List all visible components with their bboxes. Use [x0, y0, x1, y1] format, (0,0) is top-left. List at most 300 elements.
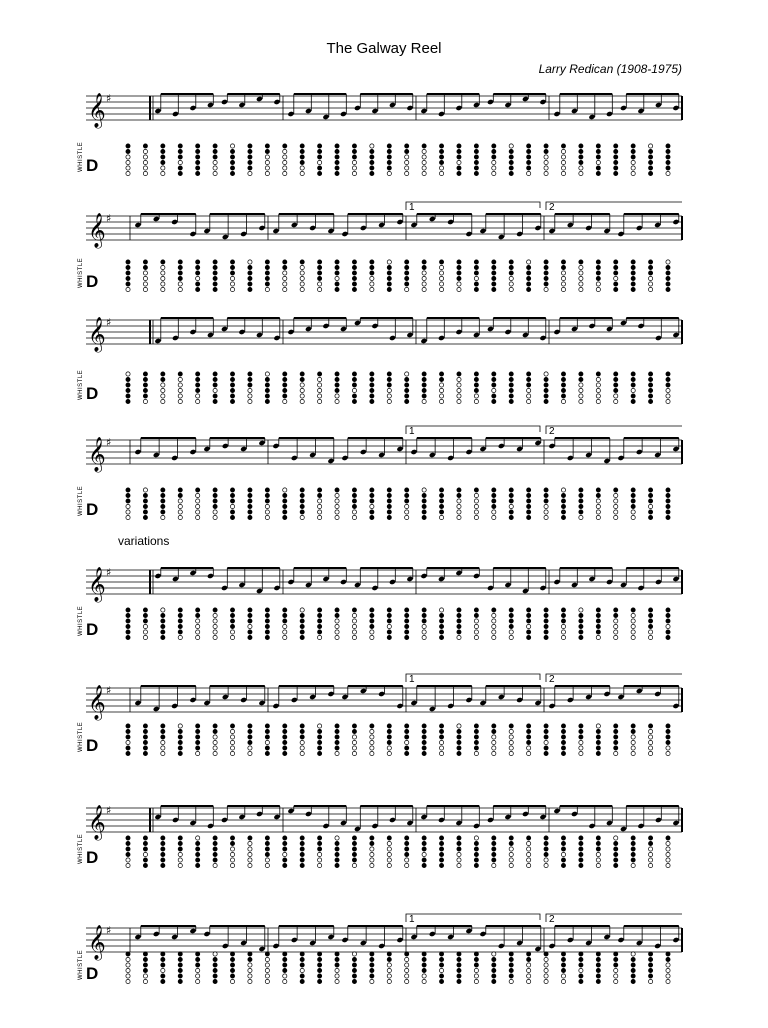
finger-hole-icon [596, 504, 600, 508]
finger-hole-icon [492, 847, 496, 851]
finger-hole-icon [196, 751, 200, 755]
finger-hole-icon [474, 957, 478, 961]
finger-hole-icon [230, 166, 234, 170]
finger-hole-icon [213, 276, 217, 280]
finger-hole-icon [648, 488, 652, 492]
finger-hole-icon [509, 624, 513, 628]
finger-hole-icon [527, 510, 531, 514]
finger-hole-icon [213, 619, 217, 623]
finger-hole-icon [631, 630, 635, 634]
finger-hole-icon [527, 952, 531, 956]
finger-hole-icon [352, 504, 356, 508]
finger-hole-icon [509, 171, 513, 175]
finger-hole-icon [265, 858, 269, 862]
finger-hole-icon [126, 836, 130, 840]
finger-hole-icon [335, 957, 339, 961]
finger-hole-icon [196, 166, 200, 170]
finger-hole-icon [318, 149, 322, 153]
finger-hole-icon [405, 968, 409, 972]
treble-clef-icon: 𝄞 [88, 567, 106, 602]
finger-hole-icon [196, 729, 200, 733]
finger-hole-icon [213, 852, 217, 856]
finger-hole-icon [439, 388, 443, 392]
finger-hole-icon [178, 493, 182, 497]
finger-hole-icon [335, 724, 339, 728]
finger-hole-icon [370, 282, 374, 286]
finger-hole-icon [335, 852, 339, 856]
finger-hole-icon [213, 740, 217, 744]
finger-hole-icon [422, 155, 426, 159]
finger-hole-icon [318, 166, 322, 170]
finger-hole-icon [648, 287, 652, 291]
finger-hole-icon [248, 613, 252, 617]
finger-hole-icon [405, 399, 409, 403]
finger-hole-icon [666, 166, 670, 170]
finger-hole-icon [579, 968, 583, 972]
finger-hole-icon [318, 144, 322, 148]
finger-hole-icon [300, 735, 304, 739]
finger-hole-icon [126, 171, 130, 175]
finger-hole-icon [265, 746, 269, 750]
finger-hole-icon [230, 510, 234, 514]
finger-hole-icon [143, 160, 147, 164]
treble-clef-icon: 𝄞 [88, 925, 106, 960]
finger-hole-icon [439, 282, 443, 286]
finger-hole-icon [143, 271, 147, 275]
finger-hole-icon [666, 260, 670, 264]
finger-hole-icon [335, 836, 339, 840]
finger-hole-icon [527, 974, 531, 978]
finger-hole-icon [230, 729, 234, 733]
finger-hole-icon [457, 287, 461, 291]
finger-hole-icon [248, 952, 252, 956]
finger-hole-icon [405, 979, 409, 983]
finger-hole-icon [666, 746, 670, 750]
finger-hole-icon [439, 493, 443, 497]
finger-hole-icon [265, 287, 269, 291]
finger-hole-icon [126, 160, 130, 164]
finger-hole-icon [352, 372, 356, 376]
finger-hole-icon [579, 836, 583, 840]
finger-hole-icon [196, 260, 200, 264]
finger-hole-icon [126, 504, 130, 508]
finger-hole-icon [579, 724, 583, 728]
finger-hole-icon [474, 751, 478, 755]
finger-hole-icon [474, 630, 478, 634]
finger-hole-icon [614, 504, 618, 508]
finger-hole-icon [213, 735, 217, 739]
finger-hole-icon [509, 979, 513, 983]
finger-hole-icon [405, 499, 409, 503]
finger-hole-icon [666, 287, 670, 291]
finger-hole-icon [544, 858, 548, 862]
finger-hole-icon [614, 399, 618, 403]
key-signature-sharp-icon: ♯ [106, 924, 112, 937]
finger-hole-icon [561, 171, 565, 175]
whistle-fingering-row [0, 370, 768, 420]
finger-hole-icon [126, 271, 130, 275]
whistle-key-label: D [86, 156, 99, 175]
finger-hole-icon [527, 265, 531, 269]
finger-hole-icon [318, 399, 322, 403]
finger-hole-icon [196, 630, 200, 634]
finger-hole-icon [579, 952, 583, 956]
finger-hole-icon [439, 504, 443, 508]
finger-hole-icon [405, 963, 409, 967]
finger-hole-icon [143, 957, 147, 961]
finger-hole-icon [178, 735, 182, 739]
finger-hole-icon [335, 735, 339, 739]
finger-hole-icon [422, 510, 426, 514]
finger-hole-icon [230, 968, 234, 972]
finger-hole-icon [509, 852, 513, 856]
finger-hole-icon [474, 515, 478, 519]
finger-hole-icon [614, 613, 618, 617]
finger-hole-icon [631, 619, 635, 623]
finger-hole-icon [352, 952, 356, 956]
finger-hole-icon [527, 377, 531, 381]
finger-hole-icon [143, 383, 147, 387]
finger-hole-icon [666, 858, 670, 862]
variations-label: variations [118, 534, 170, 548]
finger-hole-icon [492, 160, 496, 164]
finger-hole-icon [579, 271, 583, 275]
finger-hole-icon [178, 963, 182, 967]
finger-hole-icon [631, 399, 635, 403]
finger-hole-icon [265, 624, 269, 628]
finger-hole-icon [178, 394, 182, 398]
finger-hole-icon [196, 979, 200, 983]
finger-hole-icon [283, 260, 287, 264]
finger-hole-icon [596, 963, 600, 967]
finger-hole-icon [631, 510, 635, 514]
finger-hole-icon [300, 836, 304, 840]
finger-hole-icon [596, 260, 600, 264]
finger-hole-icon [457, 974, 461, 978]
finger-hole-icon [143, 740, 147, 744]
finger-hole-icon [579, 746, 583, 750]
finger-hole-icon [596, 171, 600, 175]
treble-clef-icon: 𝄞 [88, 437, 106, 472]
finger-hole-icon [178, 847, 182, 851]
finger-hole-icon [126, 963, 130, 967]
finger-hole-icon [579, 858, 583, 862]
finger-hole-icon [161, 979, 165, 983]
finger-hole-icon [161, 858, 165, 862]
finger-hole-icon [283, 957, 287, 961]
finger-hole-icon [387, 751, 391, 755]
finger-hole-icon [544, 957, 548, 961]
finger-hole-icon [265, 841, 269, 845]
finger-hole-icon [439, 613, 443, 617]
finger-hole-icon [265, 510, 269, 514]
finger-hole-icon [492, 155, 496, 159]
finger-hole-icon [352, 149, 356, 153]
finger-hole-icon [666, 149, 670, 153]
finger-hole-icon [631, 608, 635, 612]
finger-hole-icon [509, 265, 513, 269]
finger-hole-icon [405, 282, 409, 286]
finger-hole-icon [370, 504, 374, 508]
finger-hole-icon [509, 383, 513, 387]
finger-hole-icon [648, 399, 652, 403]
finger-hole-icon [405, 841, 409, 845]
finger-hole-icon [335, 144, 339, 148]
finger-hole-icon [509, 287, 513, 291]
finger-hole-icon [457, 746, 461, 750]
finger-hole-icon [492, 863, 496, 867]
finger-hole-icon [370, 863, 374, 867]
finger-hole-icon [335, 383, 339, 387]
finger-hole-icon [509, 957, 513, 961]
finger-hole-icon [457, 836, 461, 840]
finger-hole-icon [544, 394, 548, 398]
finger-hole-icon [335, 504, 339, 508]
finger-hole-icon [561, 265, 565, 269]
finger-hole-icon [143, 858, 147, 862]
finger-hole-icon [439, 155, 443, 159]
finger-hole-icon [178, 852, 182, 856]
finger-hole-icon [579, 974, 583, 978]
finger-hole-icon [213, 515, 217, 519]
finger-hole-icon [335, 394, 339, 398]
finger-hole-icon [213, 271, 217, 275]
finger-hole-icon [648, 751, 652, 755]
finger-hole-icon [439, 399, 443, 403]
finger-hole-icon [666, 863, 670, 867]
finger-hole-icon [631, 852, 635, 856]
finger-hole-icon [387, 836, 391, 840]
finger-hole-icon [230, 852, 234, 856]
finger-hole-icon [178, 166, 182, 170]
finger-hole-icon [143, 852, 147, 856]
finger-hole-icon [161, 740, 165, 744]
finger-hole-icon [283, 265, 287, 269]
finger-hole-icon [509, 952, 513, 956]
finger-hole-icon [178, 282, 182, 286]
finger-hole-icon [474, 836, 478, 840]
finger-hole-icon [143, 751, 147, 755]
whistle-fingering-row [0, 142, 768, 192]
finger-hole-icon [405, 858, 409, 862]
finger-hole-icon [318, 963, 322, 967]
finger-hole-icon [335, 979, 339, 983]
finger-hole-icon [387, 608, 391, 612]
finger-hole-icon [561, 399, 565, 403]
finger-hole-icon [457, 372, 461, 376]
finger-hole-icon [492, 260, 496, 264]
finger-hole-icon [196, 276, 200, 280]
finger-hole-icon [457, 499, 461, 503]
finger-hole-icon [178, 488, 182, 492]
finger-hole-icon [666, 488, 670, 492]
finger-hole-icon [283, 847, 287, 851]
finger-hole-icon [230, 974, 234, 978]
finger-hole-icon [614, 383, 618, 387]
finger-hole-icon [527, 488, 531, 492]
finger-hole-icon [439, 271, 443, 275]
finger-hole-icon [178, 160, 182, 164]
finger-hole-icon [509, 619, 513, 623]
finger-hole-icon [631, 377, 635, 381]
finger-hole-icon [596, 952, 600, 956]
finger-hole-icon [265, 388, 269, 392]
finger-hole-icon [666, 841, 670, 845]
finger-hole-icon [457, 740, 461, 744]
finger-hole-icon [213, 383, 217, 387]
finger-hole-icon [509, 608, 513, 612]
finger-hole-icon [335, 493, 339, 497]
finger-hole-icon [596, 841, 600, 845]
finger-hole-icon [544, 963, 548, 967]
finger-hole-icon [230, 155, 234, 159]
finger-hole-icon [422, 863, 426, 867]
finger-hole-icon [196, 271, 200, 275]
finger-hole-icon [492, 166, 496, 170]
finger-hole-icon [387, 276, 391, 280]
finger-hole-icon [370, 751, 374, 755]
finger-hole-icon [318, 499, 322, 503]
finger-hole-icon [300, 515, 304, 519]
finger-hole-icon [161, 729, 165, 733]
finger-hole-icon [213, 952, 217, 956]
finger-hole-icon [143, 619, 147, 623]
finger-hole-icon [509, 388, 513, 392]
finger-hole-icon [265, 394, 269, 398]
finger-hole-icon [230, 399, 234, 403]
finger-hole-icon [161, 383, 165, 387]
finger-hole-icon [405, 863, 409, 867]
finger-hole-icon [387, 630, 391, 634]
finger-hole-icon [248, 394, 252, 398]
finger-hole-icon [405, 510, 409, 514]
finger-hole-icon [126, 635, 130, 639]
finger-hole-icon [300, 979, 304, 983]
finger-hole-icon [439, 260, 443, 264]
finger-hole-icon [143, 847, 147, 851]
finger-hole-icon [527, 260, 531, 264]
finger-hole-icon [422, 399, 426, 403]
finger-hole-icon [561, 847, 565, 851]
finger-hole-icon [352, 608, 356, 612]
finger-hole-icon [300, 499, 304, 503]
finger-hole-icon [405, 265, 409, 269]
finger-hole-icon [648, 493, 652, 497]
finger-hole-icon [143, 510, 147, 514]
finger-hole-icon [318, 383, 322, 387]
finger-hole-icon [318, 287, 322, 291]
finger-hole-icon [596, 510, 600, 514]
finger-hole-icon [596, 836, 600, 840]
finger-hole-icon [631, 751, 635, 755]
finger-hole-icon [666, 394, 670, 398]
finger-hole-icon [561, 282, 565, 286]
finger-hole-icon [143, 149, 147, 153]
finger-hole-icon [492, 515, 496, 519]
finger-hole-icon [265, 377, 269, 381]
finger-hole-icon [527, 863, 531, 867]
finger-hole-icon [648, 841, 652, 845]
finger-hole-icon [248, 746, 252, 750]
finger-hole-icon [509, 160, 513, 164]
finger-hole-icon [614, 836, 618, 840]
finger-hole-icon [265, 724, 269, 728]
finger-hole-icon [422, 735, 426, 739]
finger-hole-icon [248, 624, 252, 628]
whistle-label: WHISTLE [78, 257, 84, 288]
finger-hole-icon [335, 166, 339, 170]
finger-hole-icon [457, 388, 461, 392]
finger-hole-icon [509, 394, 513, 398]
finger-hole-icon [300, 282, 304, 286]
finger-hole-icon [596, 499, 600, 503]
finger-hole-icon [161, 515, 165, 519]
finger-hole-icon [596, 160, 600, 164]
finger-hole-icon [370, 836, 374, 840]
whistle-label: WHISTLE [78, 605, 84, 636]
finger-hole-icon [143, 635, 147, 639]
finger-hole-icon [387, 388, 391, 392]
finger-hole-icon [370, 619, 374, 623]
finger-hole-icon [300, 271, 304, 275]
finger-hole-icon [596, 399, 600, 403]
finger-hole-icon [352, 144, 356, 148]
finger-hole-icon [213, 841, 217, 845]
finger-hole-icon [300, 724, 304, 728]
finger-hole-icon [161, 171, 165, 175]
finger-hole-icon [457, 863, 461, 867]
finger-hole-icon [161, 493, 165, 497]
finger-hole-icon [648, 863, 652, 867]
finger-hole-icon [126, 265, 130, 269]
finger-hole-icon [614, 265, 618, 269]
finger-hole-icon [492, 271, 496, 275]
finger-hole-icon [248, 974, 252, 978]
finger-hole-icon [283, 751, 287, 755]
finger-hole-icon [596, 751, 600, 755]
finger-hole-icon [596, 276, 600, 280]
finger-hole-icon [370, 372, 374, 376]
finger-hole-icon [457, 155, 461, 159]
finger-hole-icon [352, 160, 356, 164]
finger-hole-icon [335, 608, 339, 612]
finger-hole-icon [492, 735, 496, 739]
finger-hole-icon [439, 968, 443, 972]
finger-hole-icon [283, 968, 287, 972]
finger-hole-icon [527, 287, 531, 291]
finger-hole-icon [544, 852, 548, 856]
finger-hole-icon [509, 372, 513, 376]
finger-hole-icon [509, 740, 513, 744]
finger-hole-icon [248, 383, 252, 387]
finger-hole-icon [457, 171, 461, 175]
finger-hole-icon [544, 276, 548, 280]
finger-hole-icon [370, 974, 374, 978]
finger-hole-icon [230, 847, 234, 851]
finger-hole-icon [439, 957, 443, 961]
finger-hole-icon [666, 724, 670, 728]
finger-hole-icon [457, 963, 461, 967]
finger-hole-icon [492, 635, 496, 639]
finger-hole-icon [561, 613, 565, 617]
finger-hole-icon [126, 399, 130, 403]
finger-hole-icon [439, 608, 443, 612]
finger-hole-icon [283, 746, 287, 750]
finger-hole-icon [439, 836, 443, 840]
finger-hole-icon [561, 957, 565, 961]
finger-hole-icon [648, 265, 652, 269]
finger-hole-icon [387, 271, 391, 275]
